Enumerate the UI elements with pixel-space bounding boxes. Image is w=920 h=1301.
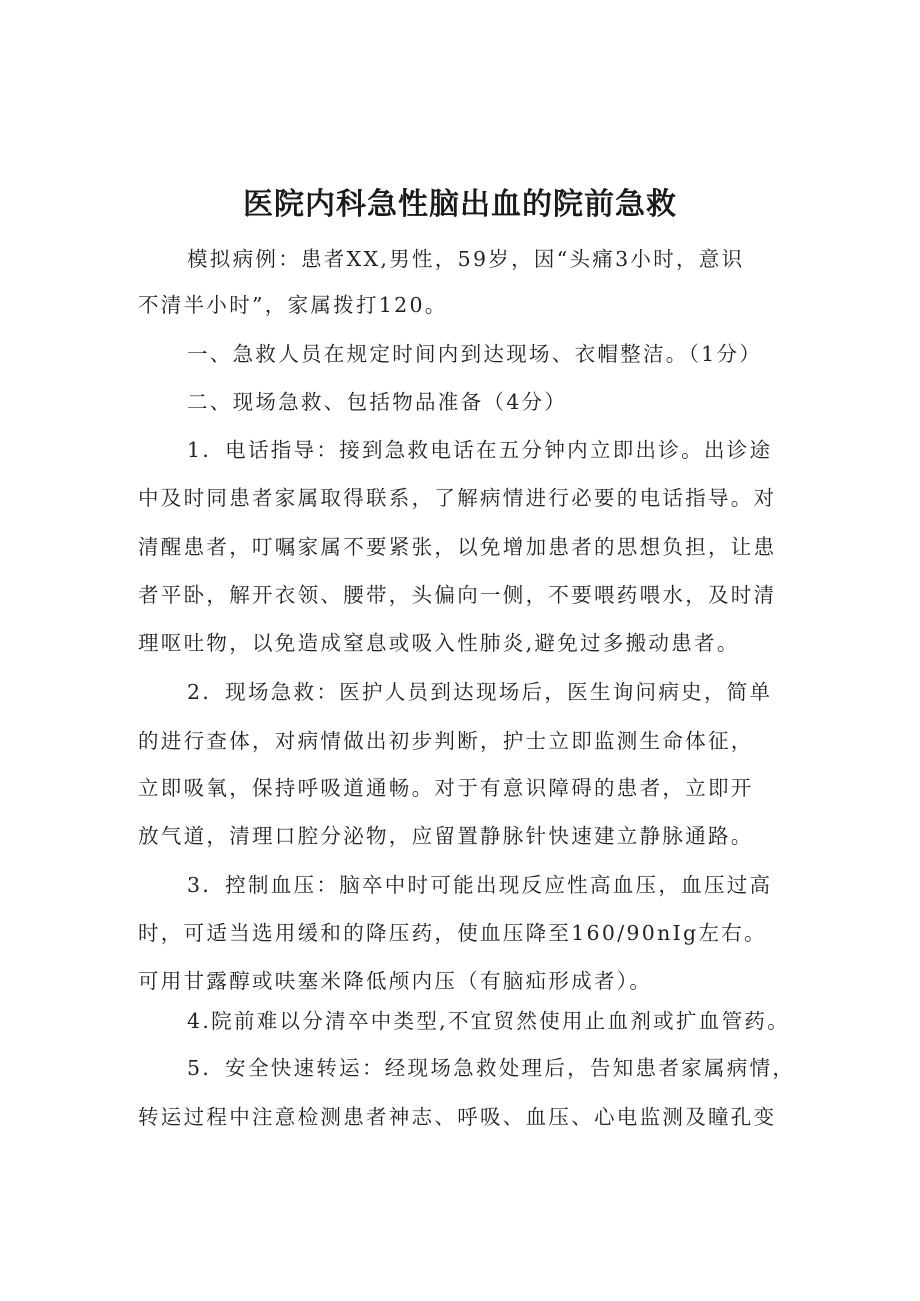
item-3-line-1: 3．控制血压：脑卒中时可能出现反应性高血压，血压过高 — [187, 873, 773, 897]
item-5-line-2: 转运过程中注意检测患者神志、呼吸、血压、心电监测及瞳孔变 — [138, 1105, 777, 1129]
case-line-2: 不清半小时”，家属拨打120。 — [138, 293, 448, 317]
item-1-line-1: 1．电话指导：接到急救电话在五分钟内立即出诊。出诊途 — [187, 438, 773, 462]
item-1-line-4: 者平卧，解开衣领、腰带，头偏向一侧，不要喂药喂水，及时清 — [138, 583, 777, 607]
section-one: 一、急救人员在规定时间内到达现场、衣帽整洁。（1分） — [187, 342, 763, 366]
item-2-line-4: 放气道，清理口腔分泌物，应留置静脉针快速建立静脉通路。 — [138, 824, 754, 848]
item-4-line-1: 4.院前难以分清卒中类型,不宜贸然使用止血剂或扩血管药。 — [187, 1009, 790, 1033]
item-2-line-3: 立即吸氧，保持呼吸道通畅。对于有意识障碍的患者，立即开 — [138, 776, 754, 800]
item-2-line-1: 2．现场急救：医护人员到达现场后，医生询问病史，简单 — [187, 680, 773, 704]
document-title: 医院内科急性脑出血的院前急救 — [243, 187, 677, 222]
item-1-line-5: 理呕吐物，以免造成窒息或吸入性肺炎,避免过多搬动患者。 — [138, 631, 740, 655]
item-1-line-2: 中及时同患者家属取得联系，了解病情进行必要的电话指导。对 — [138, 486, 777, 510]
item-3-line-2: 时，可适当选用缓和的降压药，使血压降至160/90nIg左右。 — [138, 921, 767, 945]
item-2-line-2: 的进行查体，对病情做出初步判断，护士立即监测生命体征， — [138, 729, 754, 753]
item-3-line-3: 可用甘露醇或呋塞米降低颅内压（有脑疝形成者）。 — [138, 969, 653, 993]
item-5-line-1: 5．安全快速转运：经现场急救处理后，告知患者家属病情， — [187, 1056, 796, 1080]
section-two: 二、现场急救、包括物品准备（4分） — [187, 390, 568, 414]
case-line-1: 模拟病例：患者XX,男性，59岁，因“头痛3小时，意识 — [187, 247, 745, 271]
item-1-line-3: 清醒患者，叮嘱家属不要紧张，以免增加患者的思想负担，让患 — [138, 535, 777, 559]
